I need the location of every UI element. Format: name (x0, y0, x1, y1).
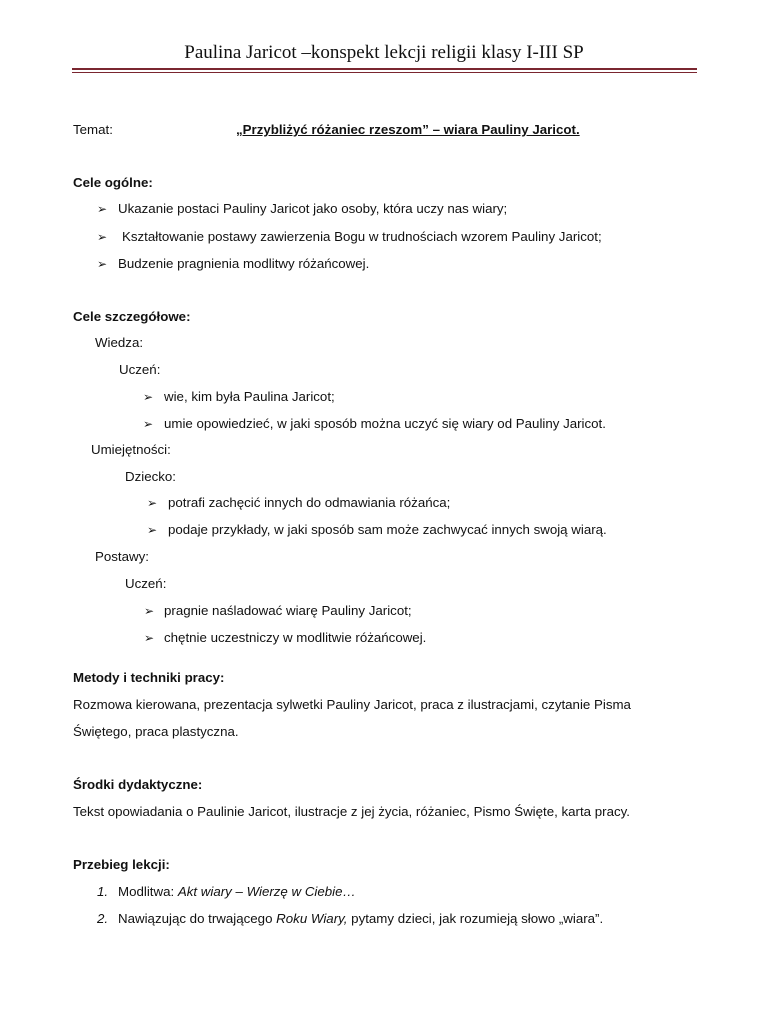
arrow-bullet-icon: ➢ (143, 390, 154, 404)
resources-heading: Środki dydaktyczne: (73, 777, 203, 792)
arrow-bullet-icon: ➢ (97, 257, 108, 271)
specific-goals-heading: Cele szczegółowe: (73, 309, 191, 324)
header-rule (72, 68, 697, 70)
skills-item: potrafi zachęcić innych do odmawiania różańca; (168, 495, 451, 510)
lesson-step-text-after: pytamy dzieci, jak rozumieją słowo „wiara”. (347, 911, 604, 926)
methods-text-line1: Rozmowa kierowana, prezentacja sylwetki Pauliny Jaricot, praca z ilustracjami, czytanie Pisma (73, 697, 631, 712)
lesson-flow-heading: Przebieg lekcji: (73, 857, 170, 872)
general-goal-item: Ukazanie postaci Pauliny Jaricot jako osoby, która uczy nas wiary; (118, 201, 508, 216)
arrow-bullet-icon: ➢ (97, 202, 108, 216)
arrow-bullet-icon: ➢ (144, 631, 155, 645)
lesson-step (118, 884, 356, 900)
attitudes-sublabel: Uczeń: (125, 576, 167, 591)
lesson-step-italic: Akt wiary – Wierzę w Ciebie… (177, 884, 356, 899)
general-goal-item: Kształtowanie postawy zawierzenia Bogu w trudnościach wzorem Pauliny Jaricot; (122, 229, 602, 244)
skills-item: podaje przykłady, w jaki sposób sam może zachwycać innych swoją wiarą. (168, 522, 607, 537)
arrow-bullet-icon: ➢ (147, 496, 158, 510)
resources-text: Tekst opowiadania o Paulinie Jaricot, ilustracje z jej życia, różaniec, Pismo Święte, karta pracy. (73, 804, 630, 819)
methods-heading: Metody i techniki pracy: (73, 670, 225, 685)
skills-sublabel: Dziecko: (125, 469, 176, 484)
knowledge-label: Wiedza: (95, 335, 144, 350)
knowledge-sublabel: Uczeń: (119, 362, 161, 377)
topic-value: „Przybliżyć różaniec rzeszom” – wiara Pauliny Jaricot. (236, 122, 580, 137)
attitudes-item: pragnie naśladować wiarę Pauliny Jaricot; (164, 603, 412, 618)
methods-text-line2: Świętego, praca plastyczna. (73, 724, 239, 739)
lesson-step-text: Modlitwa: (118, 884, 178, 899)
topic-label: Temat: (73, 122, 113, 137)
general-goal-item: Budzenie pragnienia modlitwy różańcowej. (118, 256, 370, 271)
lesson-step-number: 1. (97, 884, 109, 899)
arrow-bullet-icon: ➢ (143, 417, 154, 431)
arrow-bullet-icon: ➢ (97, 230, 108, 244)
header-rule-thin (72, 72, 697, 73)
general-goals-heading: Cele ogólne: (73, 175, 153, 190)
lesson-step-number: 2. (97, 911, 109, 926)
lesson-step-text: Nawiązując do trwającego (118, 911, 277, 926)
skills-label: Umiejętności: (91, 442, 171, 457)
arrow-bullet-icon: ➢ (144, 604, 155, 618)
knowledge-item: wie, kim była Paulina Jaricot; (164, 389, 335, 404)
page-title: Paulina Jaricot –konspekt lekcji religii klasy I-III SP (184, 42, 584, 63)
arrow-bullet-icon: ➢ (147, 523, 158, 537)
knowledge-item: umie opowiedzieć, w jaki sposób można uczyć się wiary od Pauliny Jaricot. (164, 416, 606, 431)
lesson-step (118, 911, 603, 927)
attitudes-item: chętnie uczestniczy w modlitwie różańcowej. (164, 630, 427, 645)
lesson-step-italic: Roku Wiary, (276, 911, 348, 926)
attitudes-label: Postawy: (95, 549, 149, 564)
